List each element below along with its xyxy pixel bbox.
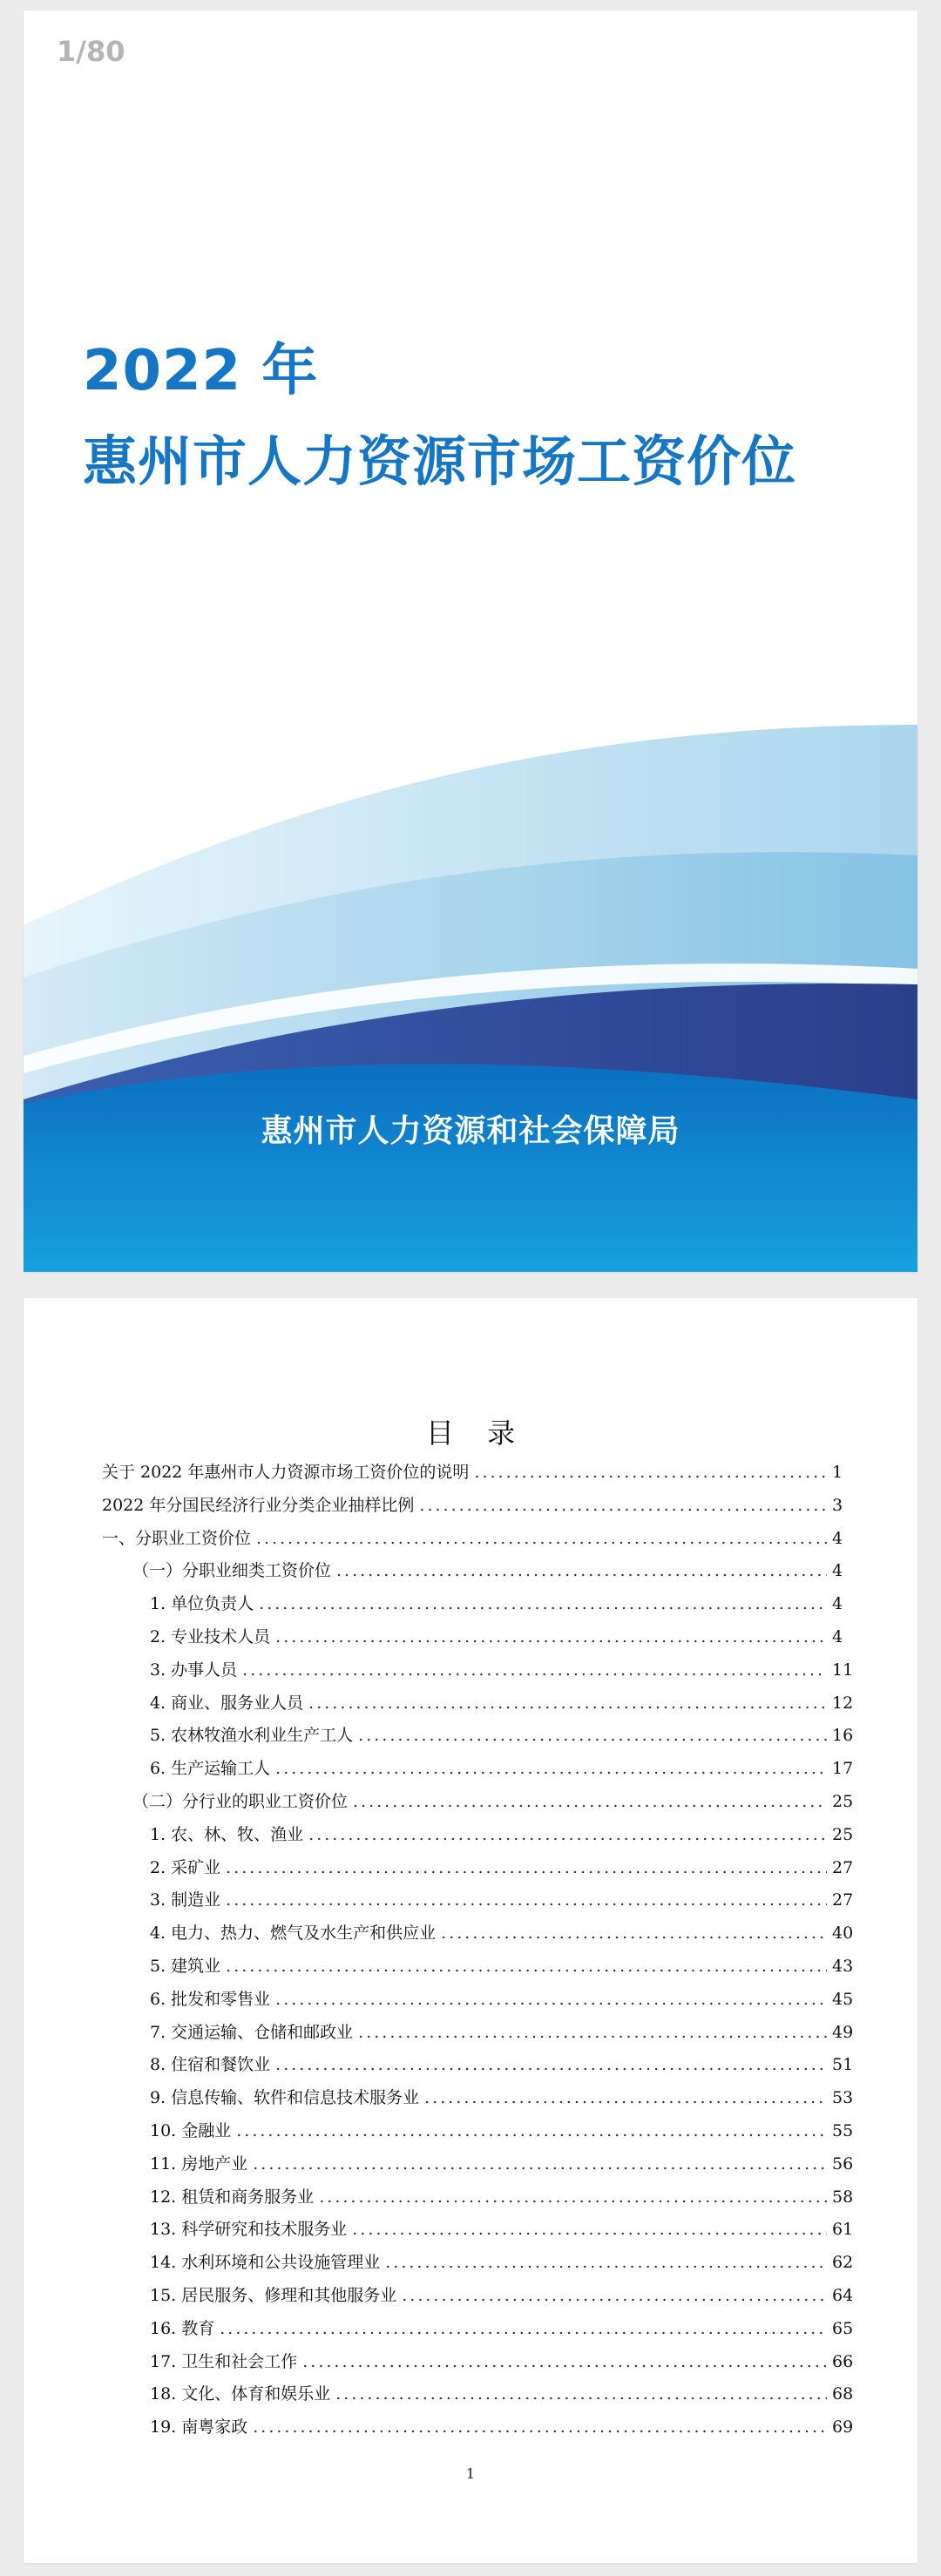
wave-blue-band [24, 1064, 917, 1272]
toc-entry-page: 27 [832, 1890, 854, 1910]
toc-entry-label: 13. 科学研究和技术服务业 [150, 2220, 348, 2240]
toc-entry[interactable] [150, 1822, 854, 1855]
toc-entry[interactable] [150, 2151, 854, 2184]
page-footer-number: 1 [465, 2465, 476, 2482]
toc-entry-label: 2. 采矿业 [150, 1857, 221, 1877]
toc-entry-label: 5. 农林牧渔水利业生产工人 [150, 1726, 354, 1746]
toc-entry-page: 66 [832, 2351, 854, 2371]
toc-entry[interactable] [150, 2019, 854, 2052]
toc-entry[interactable] [150, 2414, 854, 2447]
toc-dot-leader [358, 2023, 827, 2042]
toc-entry-label: 6. 批发和零售业 [150, 1989, 271, 2009]
toc-dot-leader [424, 2088, 827, 2107]
toc-dot-leader [259, 1594, 827, 1613]
toc-entry-label: （二）分行业的职业工资价位 [132, 1792, 349, 1811]
toc-dot-leader [474, 1463, 827, 1482]
toc-entry-page: 65 [832, 2318, 854, 2338]
toc-entry-label: 16. 教育 [150, 2318, 215, 2338]
toc-dot-leader [335, 2384, 827, 2404]
toc-entry-label: 8. 住宿和餐饮业 [150, 2055, 271, 2075]
toc-entry-label: 2022 年分国民经济行业分类企业抽样比例 [102, 1495, 415, 1515]
toc-entry[interactable] [132, 1788, 854, 1822]
toc-dot-leader [352, 2220, 827, 2239]
toc-dot-leader [358, 1726, 827, 1745]
toc-entry[interactable] [150, 2085, 854, 2118]
toc-entry-label: 1. 单位负责人 [150, 1594, 254, 1614]
toc-entry-page: 55 [832, 2121, 854, 2140]
toc-entry-label: 4. 商业、服务业人员 [150, 1693, 304, 1713]
toc-dot-leader [302, 2352, 827, 2371]
toc-dot-leader [319, 2187, 827, 2207]
toc-dot-leader [236, 2121, 827, 2140]
toc-entry[interactable] [150, 2052, 854, 2085]
toc-dot-leader [308, 1694, 827, 1713]
toc-entry-page: 17 [832, 1759, 854, 1779]
toc-dot-leader [308, 1825, 827, 1844]
toc-dot-leader [253, 2154, 827, 2174]
toc-entry[interactable] [102, 1459, 841, 1492]
toc-entry[interactable] [150, 2118, 854, 2151]
toc-entry-page: 1 [832, 1463, 843, 1482]
toc-entry-label: 5. 建筑业 [150, 1957, 221, 1976]
toc-dot-leader [275, 1759, 827, 1778]
toc-entry-page: 11 [832, 1660, 854, 1680]
cover-title-year: 2022 年 [83, 339, 319, 403]
toc-dot-leader [242, 1660, 827, 1680]
toc-dot-leader [419, 1496, 827, 1515]
toc-entry-page: 53 [832, 2088, 854, 2108]
toc-entry[interactable] [150, 1887, 854, 1920]
toc-entry[interactable] [150, 2282, 854, 2316]
toc-entry-page: 49 [832, 2022, 854, 2042]
toc-entry[interactable] [150, 2349, 854, 2382]
toc-entry-page: 16 [832, 1726, 854, 1746]
toc-entry-label: （一）分职业细类工资价位 [132, 1561, 332, 1581]
toc-entry-page: 3 [832, 1495, 843, 1515]
toc-entry-label: 10. 金融业 [150, 2121, 232, 2140]
toc-entry[interactable] [150, 1722, 854, 1755]
toc-entry-label: 1. 农、林、牧、渔业 [150, 1824, 304, 1844]
toc-entry-label: 关于 2022 年惠州市人力资源市场工资价位的说明 [102, 1463, 470, 1482]
toc-entry-page: 68 [832, 2384, 854, 2404]
toc-dot-leader [226, 1858, 827, 1877]
toc-entry[interactable] [150, 1690, 854, 1723]
toc-entry-page: 40 [832, 1924, 854, 1944]
toc-dot-leader [441, 1924, 827, 1943]
cover-wave-graphic [24, 690, 917, 1272]
toc-page [24, 1298, 917, 2563]
toc-entry-label: 6. 生产运输工人 [150, 1759, 271, 1779]
toc-entry-page: 51 [832, 2055, 854, 2075]
toc-entry[interactable] [150, 1591, 841, 1624]
toc-entry-label: 3. 制造业 [150, 1890, 221, 1910]
toc-entry[interactable] [150, 1657, 854, 1690]
toc-entry-label: 4. 电力、热力、燃气及水生产和供应业 [150, 1924, 437, 1944]
toc-entry[interactable] [150, 2184, 854, 2217]
toc-entry-label: 19. 南粤家政 [150, 2417, 248, 2437]
toc-entry[interactable] [150, 2249, 854, 2282]
page-indicator: 1/80 [57, 35, 125, 68]
toc-entry-page: 43 [832, 1957, 854, 1976]
toc-entry-page: 61 [832, 2220, 854, 2240]
toc-entry[interactable] [150, 1624, 841, 1657]
cover-organization: 惠州市人力资源和社会保障局 [261, 1113, 680, 1149]
toc-entry-label: 2. 专业技术人员 [150, 1627, 271, 1646]
toc-entry[interactable] [150, 2381, 854, 2414]
toc-entry-page: 12 [832, 1693, 854, 1713]
toc-dot-leader [402, 2286, 827, 2305]
toc-entry-page: 4 [832, 1627, 843, 1646]
cover-title: 惠州市人力资源市场工资价位 [83, 429, 797, 493]
toc-dot-leader [353, 1792, 827, 1811]
toc-entry-page: 45 [832, 1989, 854, 2009]
toc-entry-page: 58 [832, 2187, 854, 2207]
toc-dot-leader [226, 1890, 827, 1910]
toc-dot-leader [385, 2253, 827, 2272]
toc-dot-leader [226, 1957, 827, 1976]
toc-dot-leader [275, 2055, 827, 2074]
toc-entry-label: 12. 租赁和商务服务业 [150, 2187, 315, 2207]
toc-entry[interactable] [150, 1986, 854, 2019]
toc-entry-page: 25 [832, 1792, 854, 1811]
toc-entry-label: 15. 居民服务、修理和其他服务业 [150, 2286, 397, 2305]
toc-dot-leader [275, 1990, 827, 2009]
toc-entry-label: 17. 卫生和社会工作 [150, 2351, 298, 2371]
toc-entry[interactable] [150, 1920, 854, 1953]
toc-entry-label: 11. 房地产业 [150, 2153, 248, 2174]
cover-page [24, 10, 917, 1272]
toc-dot-leader [336, 1561, 827, 1580]
toc-entry[interactable] [102, 1525, 841, 1558]
toc-entry-page: 69 [832, 2417, 854, 2437]
toc-entry[interactable] [150, 1755, 854, 1788]
toc-title: 目 录 [425, 1416, 528, 1450]
toc-entry-label: 18. 文化、体育和娱乐业 [150, 2384, 331, 2404]
toc-entry-page: 64 [832, 2286, 854, 2305]
toc-entry-page: 4 [832, 1528, 843, 1548]
toc-entry-label: 14. 水利环境和公共设施管理业 [150, 2253, 381, 2273]
toc-dot-leader [275, 1627, 827, 1646]
toc-entry-page: 56 [832, 2153, 854, 2174]
toc-entry-label: 7. 交通运输、仓储和邮政业 [150, 2022, 354, 2042]
toc-entry-label: 一、分职业工资价位 [102, 1528, 252, 1548]
toc-entry[interactable] [102, 1492, 841, 1525]
toc-entry[interactable] [150, 1953, 854, 1986]
toc-entry-page: 27 [832, 1857, 854, 1877]
toc-entry-page: 4 [832, 1561, 843, 1581]
toc-entry[interactable] [150, 2316, 854, 2349]
toc-entry-page: 4 [832, 1594, 843, 1614]
toc-entry-label: 9. 信息传输、软件和信息技术服务业 [150, 2088, 420, 2108]
toc-entry-page: 25 [832, 1824, 854, 1844]
toc-dot-leader [253, 2417, 827, 2437]
toc-entry-page: 62 [832, 2253, 854, 2273]
toc-dot-leader [256, 1529, 827, 1548]
toc-entry[interactable] [132, 1558, 841, 1591]
toc-dot-leader [220, 2319, 827, 2338]
toc-entry-label: 3. 办事人员 [150, 1660, 238, 1680]
toc-entry[interactable] [150, 2216, 854, 2249]
toc-entry[interactable] [150, 1855, 854, 1888]
